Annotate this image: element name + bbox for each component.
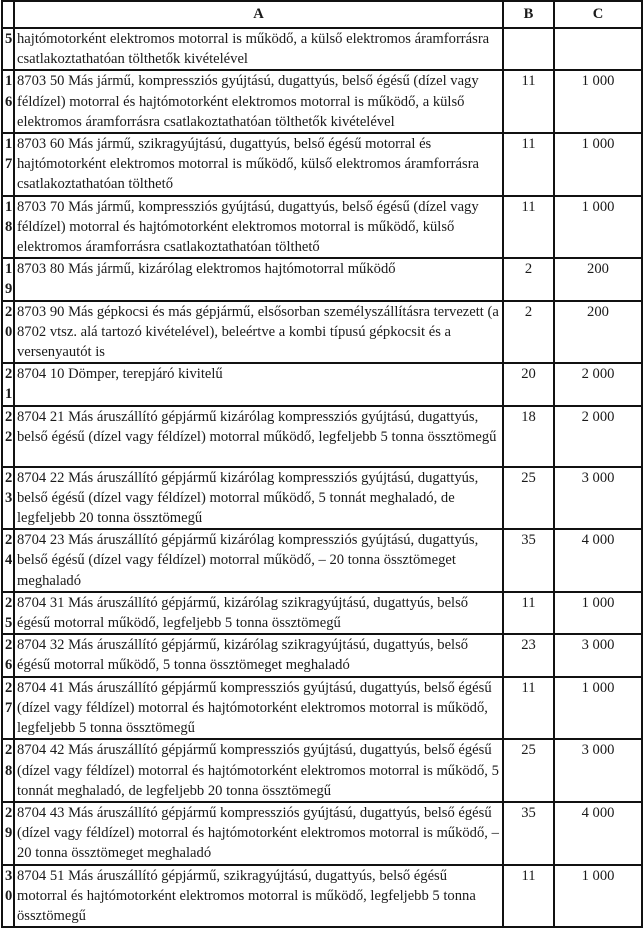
cell-c: 1 000 [554, 592, 642, 634]
row-number [2, 258, 14, 300]
cell-c: 2 000 [554, 363, 642, 405]
row-number [2, 739, 14, 802]
table-row [2, 301, 642, 364]
row-number [2, 467, 14, 530]
cell-c: 1 000 [554, 196, 642, 259]
header-index [2, 1, 14, 28]
table-row [2, 592, 642, 634]
row-number [2, 363, 14, 405]
row-number-text: 22 [5, 408, 13, 445]
header-row [2, 1, 642, 28]
cell-b: 25 [503, 739, 554, 802]
cell-b: 18 [503, 406, 554, 467]
cell-b: 2 [503, 301, 554, 364]
cell-c: 1 000 [554, 133, 642, 196]
cell-c: 3 000 [554, 634, 642, 676]
tariff-table [1, 0, 643, 928]
row-number-text: 16 [5, 73, 13, 110]
row-number-text: 29 [5, 804, 13, 842]
row-number-text: 17 [5, 136, 13, 173]
row-number [2, 592, 14, 634]
cell-c: 1 000 [554, 677, 642, 740]
cell-c: 2 000 [554, 406, 642, 467]
table-row [2, 406, 642, 467]
table-row [2, 677, 642, 740]
cell-b [503, 28, 554, 70]
cell-description: 8703 50 Más jármű, kompressziós gyújtású, dugattyús, belső égésű (dízel vagy féldízel) motorral és hajtómotorként elektromos motorral is működő, a külső elektromos áramforrásra csatlakoztathatóan tölthetők kivételével [14, 70, 503, 133]
cell-b: 2 [503, 258, 554, 300]
row-number-text: 27 [5, 679, 13, 716]
row-number-text: 26 [5, 637, 13, 674]
row-number-text: 25 [5, 594, 13, 632]
row-number-text: 30 [5, 867, 13, 904]
cell-description: 8704 41 Más áruszállító gépjármű kompressziós gyújtású, dugattyús, belső égésű (dízel vagy féldízel) motorral és hajtómotorként elektromos motorral is működő, legfeljebb 5 tonna össztömegű [14, 677, 503, 740]
row-number-text: 23 [5, 469, 13, 506]
cell-description: 8704 51 Más áruszállító gépjármű, szikragyújtású, dugattyús, belső égésű motorral és hajtómotorként elektromos motorral is működő, legfeljebb 5 tonna össztömegű [14, 865, 503, 928]
cell-c: 3 000 [554, 739, 642, 802]
cell-description: 8703 60 Más jármű, szikragyújtású, dugattyús, belső égésű motorral és hajtómotorként elektromos motorral is működő, külső elektromos áramforrásra csatlakoztathatóan tölthető [14, 133, 503, 196]
row-number [2, 406, 14, 467]
row-number [2, 529, 14, 592]
cell-description: 8703 70 Más jármű, kompressziós gyújtású, dugattyús, belső égésű (dízel vagy féldízel) motorral és hajtómotorként elektromos motorral is működő, külső elektromos áramforrásra csatlakoztathatóan tölthető [14, 196, 503, 259]
table-row [2, 802, 642, 865]
table-row [2, 634, 642, 676]
cell-c: 200 [554, 258, 642, 300]
cell-b: 11 [503, 70, 554, 133]
cell-b: 25 [503, 467, 554, 530]
cell-description: 8704 32 Más áruszállító gépjármű, kizárólag szikragyújtású, dugattyús, belső égésű motorral működő, 5 tonna össztömeget meghaladó [14, 634, 503, 676]
table-row [2, 739, 642, 802]
row-number-text: 28 [5, 742, 13, 779]
cell-description: 8704 23 Más áruszállító gépjármű kizárólag kompressziós gyújtású, dugattyús, belső égésű (dízel vagy féldízel) motorral működő, – 20 tonna össztömeget meghaladó [14, 529, 503, 592]
table-row [2, 258, 642, 300]
cell-c: 1 000 [554, 70, 642, 133]
cell-b: 35 [503, 802, 554, 865]
row-number [2, 70, 14, 133]
row-number [2, 634, 14, 676]
cell-b: 11 [503, 677, 554, 740]
table-row [2, 467, 642, 530]
cell-c: 3 000 [554, 467, 642, 530]
row-number [2, 28, 14, 70]
header-a: A [14, 1, 503, 28]
row-number [2, 677, 14, 740]
table-row [2, 70, 642, 133]
row-number [2, 196, 14, 259]
cell-b: 20 [503, 363, 554, 405]
row-number-text: 21 [5, 366, 13, 403]
cell-description: 8704 31 Más áruszállító gépjármű, kizárólag szikragyújtású, dugattyús, belső égésű motorral működő, legfeljebb 5 tonna össztömegű [14, 592, 503, 634]
cell-description: hajtómotorként elektromos motorral is működő, a külső elektromos áramforrásra csatlakoztathatóan tölthetők kivételével [14, 28, 503, 70]
row-number-text: 24 [5, 532, 13, 569]
cell-b: 35 [503, 529, 554, 592]
table-row [2, 529, 642, 592]
header-c: C [554, 1, 642, 28]
cell-b: 11 [503, 133, 554, 196]
table-row [2, 363, 642, 405]
table-body [2, 28, 642, 927]
row-number [2, 133, 14, 196]
cell-description: 8704 42 Más áruszállító gépjármű kompressziós gyújtású, dugattyús, belső égésű (dízel vagy féldízel) motorral és hajtómotorként elektromos motorral is működő, 5 tonnát meghaladó, de legfeljebb 20 tonna össztömegű [14, 739, 503, 802]
table-row [2, 865, 642, 928]
table-row [2, 133, 642, 196]
cell-b: 11 [503, 196, 554, 259]
cell-c: 4 000 [554, 802, 642, 865]
header-b: B [503, 1, 554, 28]
row-number-text: 18 [5, 198, 13, 235]
table-row [2, 28, 642, 70]
cell-b: 11 [503, 865, 554, 928]
cell-c: 4 000 [554, 529, 642, 592]
row-number-text: 5 [5, 31, 13, 47]
cell-description: 8704 21 Más áruszállító gépjármű kizárólag kompressziós gyújtású, dugattyús, belső égésű (dízel vagy féldízel) motorral működő, legfeljebb 5 tonna össztömegű [14, 406, 503, 467]
row-number [2, 865, 14, 928]
cell-description: 8704 10 Dömper, terepjáró kivitelű [14, 363, 503, 405]
cell-c: 200 [554, 301, 642, 364]
table-row [2, 196, 642, 259]
row-number [2, 301, 14, 364]
row-number [2, 802, 14, 865]
cell-description: 8703 80 Más jármű, kizárólag elektromos hajtómotorral működő [14, 258, 503, 300]
cell-c [554, 28, 642, 70]
cell-b: 11 [503, 592, 554, 634]
cell-b: 23 [503, 634, 554, 676]
cell-c: 1 000 [554, 865, 642, 928]
cell-description: 8703 90 Más gépkocsi és más gépjármű, elsősorban személyszállításra tervezett (a 8702 vtsz. alá tartozó kivételével), beleértve a kombi típusú gépkocsit és a versenyautót is [14, 301, 503, 364]
cell-description: 8704 22 Más áruszállító gépjármű kizárólag kompressziós gyújtású, dugattyús, belső égésű (dízel vagy féldízel) motorral működő, 5 tonnát meghaladó, de legfeljebb 20 tonna össztömegű [14, 467, 503, 530]
cell-description: 8704 43 Más áruszállító gépjármű kompressziós gyújtású, dugattyús, belső égésű (dízel vagy féldízel) motorral és hajtómotorként elektromos motorral is működő, – 20 tonna össztömeget meghaladó [14, 802, 503, 865]
row-number-text: 20 [5, 303, 13, 340]
row-number-text: 19 [5, 261, 13, 298]
